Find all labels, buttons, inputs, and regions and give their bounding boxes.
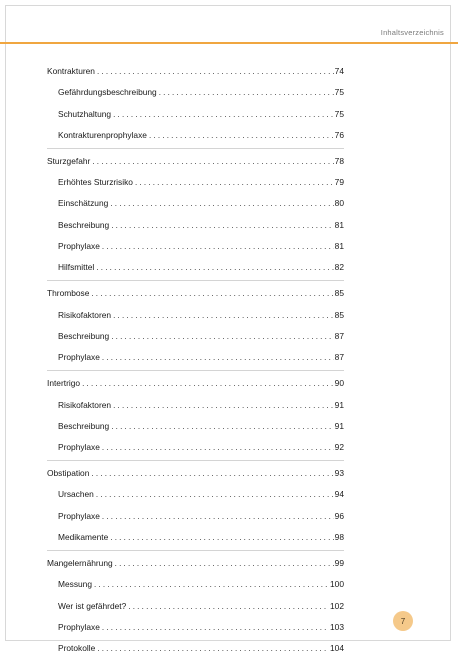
toc-entry-title: Risikofaktoren xyxy=(58,399,112,410)
dot-leader xyxy=(92,157,333,167)
dot-leader xyxy=(111,332,333,342)
dot-leader xyxy=(113,311,334,321)
table-of-contents xyxy=(47,66,344,668)
toc-entry-page: 74 xyxy=(334,66,344,76)
toc-entry-title: Kontrakturenprophylaxe xyxy=(58,129,147,140)
toc-entry-title: Prophylaxe xyxy=(58,442,100,453)
toc-entry-page: 102 xyxy=(330,600,344,611)
toc-entry-page: 75 xyxy=(334,87,344,98)
toc-entry-page: 87 xyxy=(334,352,344,363)
toc-subentry[interactable] xyxy=(47,400,344,411)
dot-leader xyxy=(97,67,334,77)
toc-section xyxy=(47,288,344,371)
toc-entry-page: 85 xyxy=(334,288,344,299)
toc-entry-title: Sturzgefahr xyxy=(47,155,91,166)
toc-entry-page: 98 xyxy=(334,532,344,543)
toc-entry-page: 79 xyxy=(334,177,344,188)
toc-chapter-entry[interactable] xyxy=(47,66,344,77)
dot-leader xyxy=(94,580,329,590)
toc-subentry[interactable] xyxy=(47,109,344,120)
toc-entry-title: Beschreibung xyxy=(58,219,110,230)
toc-entry-page: 81 xyxy=(334,219,344,230)
toc-subentry[interactable] xyxy=(47,130,344,141)
toc-subentry[interactable] xyxy=(47,532,344,543)
toc-entry-title: Schutzhaltung xyxy=(58,108,112,119)
toc-entry-title: Ursachen xyxy=(58,489,94,500)
toc-entry-page: 76 xyxy=(334,129,344,140)
toc-chapter-entry[interactable] xyxy=(47,156,344,167)
dot-leader xyxy=(82,379,334,389)
toc-chapter-entry[interactable] xyxy=(47,378,344,389)
toc-entry-page: 103 xyxy=(330,621,344,632)
toc-entry-title: Medikamente xyxy=(58,532,109,543)
toc-subentry[interactable] xyxy=(47,442,344,453)
toc-entry-title: Mangelernährung xyxy=(47,558,113,569)
toc-entry-page: 78 xyxy=(334,155,344,166)
toc-entry-page: 80 xyxy=(334,198,344,209)
toc-subentry[interactable] xyxy=(47,622,344,633)
toc-subentry[interactable] xyxy=(47,220,344,231)
toc-entry-page: 75 xyxy=(334,108,344,119)
toc-entry-page: 91 xyxy=(334,399,344,410)
dot-leader xyxy=(115,559,334,569)
toc-entry-title: Beschreibung xyxy=(58,330,110,341)
toc-entry-page: 91 xyxy=(334,420,344,431)
dot-leader xyxy=(113,110,334,120)
dot-leader xyxy=(102,353,334,363)
toc-subentry[interactable] xyxy=(47,579,344,590)
toc-entry-title: Intertrigo xyxy=(47,378,81,389)
toc-entry-page: 82 xyxy=(334,262,344,273)
toc-subentry[interactable] xyxy=(47,198,344,209)
toc-entry-title: Risikofaktoren xyxy=(58,309,112,320)
toc-entry-page: 85 xyxy=(334,309,344,320)
dot-leader xyxy=(91,289,333,299)
toc-entry-title: Messung xyxy=(58,579,92,590)
dot-leader xyxy=(102,443,334,453)
toc-subentry[interactable] xyxy=(47,87,344,98)
dot-leader xyxy=(110,199,333,209)
toc-section xyxy=(47,558,344,661)
dot-leader xyxy=(111,221,333,231)
toc-subentry[interactable] xyxy=(47,643,344,654)
page-number-badge: 7 xyxy=(393,611,413,631)
toc-subentry[interactable] xyxy=(47,262,344,273)
toc-entry-title: Kontrakturen xyxy=(47,66,95,76)
toc-entry-page: 99 xyxy=(334,558,344,569)
toc-subentry[interactable] xyxy=(47,421,344,432)
toc-entry-page: 96 xyxy=(334,510,344,521)
toc-chapter-entry[interactable] xyxy=(47,558,344,569)
toc-subentry[interactable] xyxy=(47,511,344,522)
dot-leader xyxy=(96,490,334,500)
toc-entry-title: Wer ist gefährdet? xyxy=(58,600,127,611)
toc-subentry[interactable] xyxy=(47,489,344,500)
dot-leader xyxy=(128,602,329,612)
toc-subentry[interactable] xyxy=(47,352,344,363)
dot-leader xyxy=(110,533,333,543)
dot-leader xyxy=(97,644,329,654)
header-rule xyxy=(0,42,458,44)
running-header: Inhaltsverzeichnis xyxy=(380,28,444,37)
toc-entry-title: Prophylaxe xyxy=(58,352,100,363)
toc-entry-title: Erhöhtes Sturzrisiko xyxy=(58,177,133,188)
dot-leader xyxy=(135,178,334,188)
toc-entry-title: Gefährdungsbeschreibung xyxy=(58,87,157,98)
toc-entry-title: Prophylaxe xyxy=(58,241,100,252)
dot-leader xyxy=(102,512,334,522)
toc-entry-page: 104 xyxy=(330,643,344,654)
toc-entry-page: 81 xyxy=(334,241,344,252)
toc-entry-title: Beschreibung xyxy=(58,420,110,431)
toc-entry-page: 90 xyxy=(334,378,344,389)
toc-entry-page: 100 xyxy=(330,579,344,590)
toc-section xyxy=(47,66,344,149)
toc-chapter-entry[interactable] xyxy=(47,468,344,479)
toc-section xyxy=(47,468,344,551)
toc-entry-title: Obstipation xyxy=(47,468,90,479)
toc-entry-title: Prophylaxe xyxy=(58,510,100,521)
toc-subentry[interactable] xyxy=(47,601,344,612)
dot-leader xyxy=(111,422,333,432)
dot-leader xyxy=(102,623,329,633)
dot-leader xyxy=(96,263,333,273)
toc-entry-page: 94 xyxy=(334,489,344,500)
toc-entry-title: Thrombose xyxy=(47,288,90,299)
toc-section xyxy=(47,378,344,461)
toc-entry-title: Einschätzung xyxy=(58,198,109,209)
toc-subentry[interactable] xyxy=(47,241,344,252)
dot-leader xyxy=(102,242,334,252)
dot-leader xyxy=(91,469,333,479)
toc-entry-title: Prophylaxe xyxy=(58,621,100,632)
dot-leader xyxy=(159,88,334,98)
toc-section xyxy=(47,156,344,281)
toc-subentry[interactable] xyxy=(47,177,344,188)
toc-entry-title: Protokolle xyxy=(58,643,96,654)
toc-subentry[interactable] xyxy=(47,331,344,342)
toc-chapter-entry[interactable] xyxy=(47,288,344,299)
dot-leader xyxy=(113,401,334,411)
toc-subentry[interactable] xyxy=(47,310,344,321)
toc-entry-page: 93 xyxy=(334,468,344,479)
toc-entry-title: Hilfsmittel xyxy=(58,262,95,273)
toc-entry-page: 92 xyxy=(334,442,344,453)
dot-leader xyxy=(149,131,334,141)
toc-entry-page: 87 xyxy=(334,330,344,341)
